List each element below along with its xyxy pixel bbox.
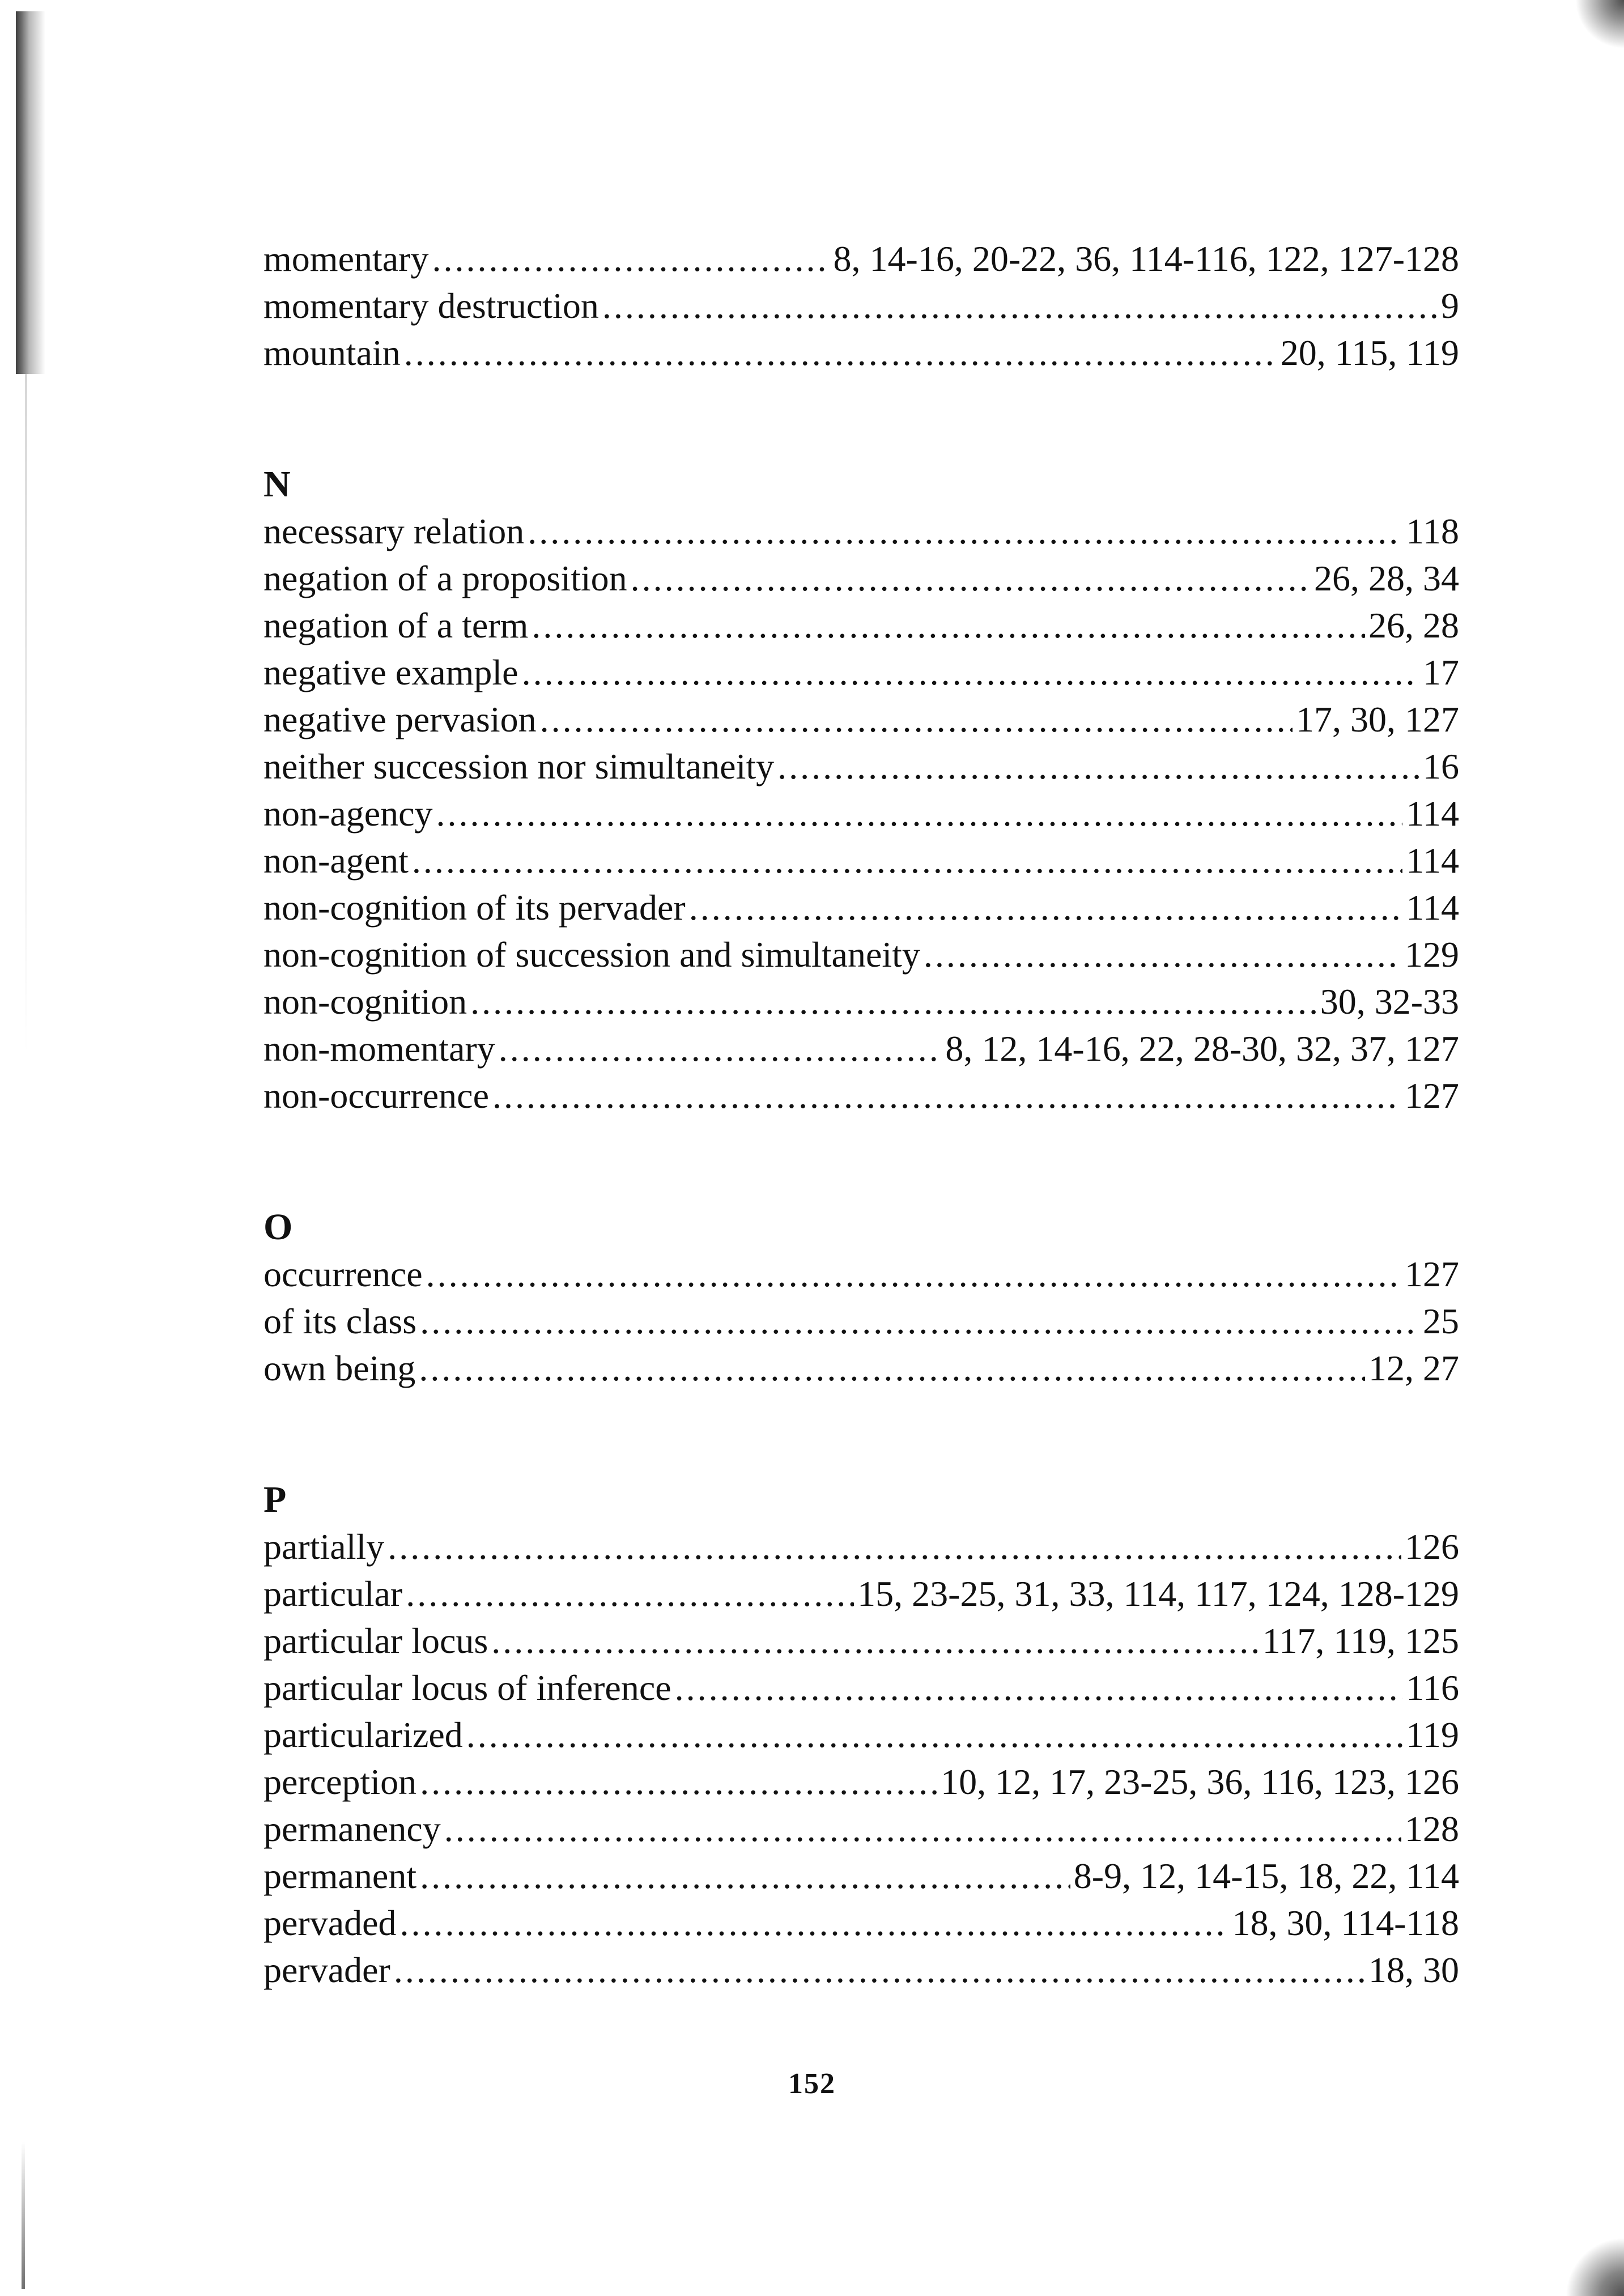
index-entry <box>263 1805 1459 1852</box>
dot-leader <box>689 884 1403 931</box>
dot-leader <box>602 282 1438 329</box>
index-term: neither succession nor simultaneity <box>263 746 775 786</box>
dot-leader <box>631 555 1311 602</box>
index-pages: 16 <box>1423 746 1459 786</box>
index-term: particular locus <box>263 1621 488 1661</box>
scan-corner-top-right <box>1573 0 1624 62</box>
index-entry <box>263 1852 1459 1899</box>
dot-leader <box>532 602 1365 649</box>
section-heading: P <box>263 1479 287 1520</box>
index-entry <box>263 235 1459 282</box>
index-entry <box>263 884 1459 931</box>
index-term: necessary relation <box>263 511 525 551</box>
index-term: of its class <box>263 1301 417 1341</box>
index-entry <box>263 1664 1459 1711</box>
index-entry <box>263 1298 1459 1345</box>
dot-leader <box>426 1251 1401 1298</box>
index-entry <box>263 508 1459 555</box>
index-pages: 117, 119, 125 <box>1262 1621 1459 1661</box>
scan-edge-line-bottom <box>22 2142 25 2289</box>
index-term: perception <box>263 1762 417 1802</box>
index-entry <box>263 696 1459 743</box>
section-heading: N <box>263 464 291 505</box>
index-entry <box>263 602 1459 649</box>
dot-leader <box>436 790 1403 837</box>
index-pages: 116 <box>1406 1668 1459 1708</box>
index-entry <box>263 790 1459 837</box>
dot-leader <box>420 1852 1070 1899</box>
index-term: pervaded <box>263 1903 397 1943</box>
dot-leader <box>528 508 1402 555</box>
dot-leader <box>419 1345 1365 1392</box>
index-entry <box>263 978 1459 1025</box>
index-term: non-agency <box>263 793 433 834</box>
index-entry <box>263 1617 1459 1664</box>
index-pages: 119 <box>1406 1715 1459 1755</box>
dot-leader <box>522 649 1419 696</box>
index-pages: 18, 30, 114-118 <box>1232 1903 1459 1943</box>
index-pages: 26, 28 <box>1368 605 1459 645</box>
index-pages: 17, 30, 127 <box>1296 699 1459 739</box>
index-entry <box>263 329 1459 376</box>
index-pages: 127 <box>1405 1254 1459 1294</box>
index-pages: 12, 27 <box>1368 1348 1459 1388</box>
index-entry <box>263 1899 1459 1946</box>
index-entry <box>263 1345 1459 1392</box>
dot-leader <box>420 1758 937 1805</box>
index-term: non-occurrence <box>263 1075 489 1116</box>
index-section-m <box>263 235 1459 376</box>
index-pages: 18, 30 <box>1368 1950 1459 1990</box>
index-entry <box>263 1711 1459 1758</box>
dot-leader <box>394 1946 1365 1993</box>
index-term: negative example <box>263 652 518 692</box>
index-entry <box>263 931 1459 978</box>
index-term: particular <box>263 1574 403 1614</box>
index-pages: 26, 28, 34 <box>1314 558 1459 598</box>
index-term: negation of a proposition <box>263 558 627 598</box>
index-pages: 25 <box>1423 1301 1459 1341</box>
index-pages: 30, 32-33 <box>1320 981 1459 1022</box>
dot-leader <box>406 1570 854 1617</box>
index-entry <box>263 1758 1459 1805</box>
dot-leader <box>470 978 1317 1025</box>
dot-leader <box>432 235 830 282</box>
index-entry <box>263 1523 1459 1570</box>
index-entry <box>263 1251 1459 1298</box>
index-term: partially <box>263 1527 385 1567</box>
dot-leader <box>404 329 1277 376</box>
index-pages: 129 <box>1405 934 1459 975</box>
dot-leader <box>412 837 1402 884</box>
index-pages: 128 <box>1405 1809 1459 1849</box>
index-pages: 8, 12, 14-16, 22, 28-30, 32, 37, 127 <box>945 1028 1459 1069</box>
index-pages: 118 <box>1406 511 1459 551</box>
index-entry <box>263 837 1459 884</box>
dot-leader <box>388 1523 1401 1570</box>
scan-edge-line <box>25 374 27 1054</box>
index-term: permanent <box>263 1856 417 1896</box>
index-section-n <box>263 461 1459 1119</box>
index-pages: 114 <box>1406 840 1459 881</box>
index-pages: 8, 14-16, 20-22, 36, 114-116, 122, 127-128 <box>833 239 1459 279</box>
index-entry <box>263 649 1459 696</box>
index-term: pervader <box>263 1950 390 1990</box>
index-term: non-momentary <box>263 1028 495 1069</box>
index-term: occurrence <box>263 1254 423 1294</box>
index-content <box>263 235 1459 1993</box>
index-pages: 17 <box>1423 652 1459 692</box>
index-entry <box>263 1072 1459 1119</box>
section-heading: O <box>263 1206 293 1248</box>
dot-leader <box>499 1025 942 1072</box>
index-pages: 114 <box>1406 887 1459 928</box>
index-term: non-agent <box>263 840 409 881</box>
dot-leader <box>444 1805 1401 1852</box>
index-entry <box>263 555 1459 602</box>
index-term: momentary destruction <box>263 286 599 326</box>
index-pages: 20, 115, 119 <box>1280 333 1459 373</box>
index-term: negation of a term <box>263 605 529 645</box>
dot-leader <box>466 1711 1403 1758</box>
index-pages: 15, 23-25, 31, 33, 114, 117, 124, 128-129 <box>857 1574 1459 1614</box>
index-section-p <box>263 1477 1459 1993</box>
dot-leader <box>420 1298 1419 1345</box>
dot-leader <box>924 931 1401 978</box>
index-pages: 127 <box>1405 1075 1459 1116</box>
index-term: own being <box>263 1348 416 1388</box>
dot-leader <box>675 1664 1403 1711</box>
index-term: particular locus of inference <box>263 1668 671 1708</box>
index-entry <box>263 743 1459 790</box>
dot-leader <box>491 1617 1259 1664</box>
index-pages: 8-9, 12, 14-15, 18, 22, 114 <box>1073 1856 1459 1896</box>
dot-leader <box>492 1072 1401 1119</box>
scan-edge-shadow <box>16 11 45 374</box>
index-term: non-cognition <box>263 981 467 1022</box>
dot-leader <box>540 696 1293 743</box>
index-term: momentary <box>263 239 429 279</box>
index-term: negative pervasion <box>263 699 537 739</box>
index-term: mountain <box>263 333 401 373</box>
index-pages: 10, 12, 17, 23-25, 36, 116, 123, 126 <box>941 1762 1459 1802</box>
dot-leader <box>777 743 1419 790</box>
index-pages: 114 <box>1406 793 1459 834</box>
index-term: particularized <box>263 1715 463 1755</box>
index-term: permanency <box>263 1809 441 1849</box>
index-pages: 9 <box>1441 286 1459 326</box>
index-term: non-cognition of its pervader <box>263 887 686 928</box>
index-entry <box>263 1946 1459 1993</box>
page-number: 152 <box>788 2068 836 2100</box>
scan-corner-bottom-right <box>1562 2222 1624 2296</box>
index-entry <box>263 1570 1459 1617</box>
index-pages: 126 <box>1405 1527 1459 1567</box>
index-entry <box>263 282 1459 329</box>
index-section-o <box>263 1204 1459 1392</box>
index-term: non-cognition of succession and simultaneity <box>263 934 920 975</box>
index-entry <box>263 1025 1459 1072</box>
dot-leader <box>400 1899 1229 1946</box>
